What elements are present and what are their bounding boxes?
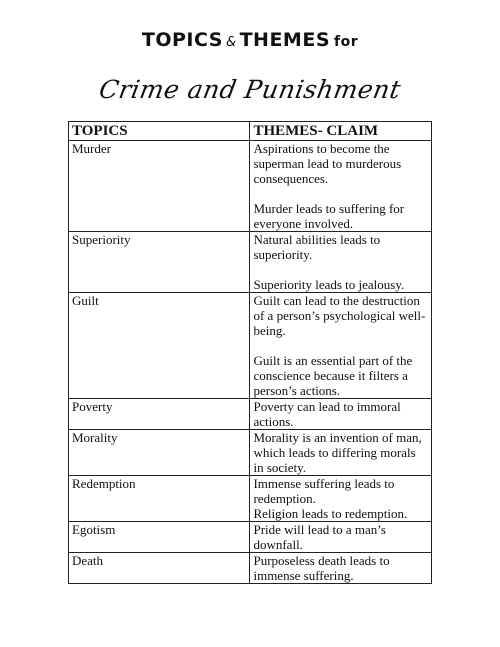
topics-themes-table [68,121,432,584]
topic-cell: Superiority [69,232,250,293]
theme-claim: Religion leads to redemption. [253,506,408,521]
title-ampersand: & [225,35,237,50]
column-header-themes-claim: THEMES- CLAIM [250,122,432,141]
title-topics: TOPICS [141,29,223,51]
table-row [69,141,432,232]
theme-claim: Superiority leads to jealousy. [253,277,405,292]
theme-claim: Pride will lead to a man’s downfall. [253,522,386,552]
theme-claim-cell [250,553,432,584]
table-row [69,293,432,399]
theme-claim-cell [250,522,432,553]
theme-claim: Poverty can lead to immoral actions. [253,399,401,429]
theme-claim: Purposeless death leads to immense suffering. [253,553,390,583]
topic-cell: Egotism [69,522,250,553]
table-row [69,232,432,293]
theme-claim-cell [250,141,432,232]
theme-claim: Natural abilities leads to superiority. [253,232,381,262]
header [0,28,500,104]
theme-claim-cell [250,430,432,476]
table-row [69,522,432,553]
theme-claim: Immense suffering leads to redemption. [253,476,395,506]
theme-claim: Aspirations to become the superman lead to murderous consequences. [253,141,402,186]
table-header-row [69,122,432,141]
topic-cell: Poverty [69,399,250,430]
column-header-topics: TOPICS [69,122,250,141]
topic-cell: Guilt [69,293,250,399]
topic-cell: Morality [69,430,250,476]
page-title [0,28,500,55]
table-row [69,553,432,584]
table-row [69,399,432,430]
table-row [69,430,432,476]
theme-claim: Morality is an invention of man, which leads to differing morals in society. [253,430,422,475]
theme-claim: Guilt is an essential part of the conscience because it filters a person’s actions. [253,353,413,398]
theme-claim-cell [250,476,432,522]
theme-claim-cell [250,232,432,293]
topic-cell: Death [69,553,250,584]
table-body [69,141,432,584]
title-themes: THEMES [239,29,331,51]
table-row [69,476,432,522]
theme-claim-cell [250,293,432,399]
theme-claim-cell [250,399,432,430]
topic-cell: Redemption [69,476,250,522]
topic-cell: Murder [69,141,250,232]
theme-claim: Guilt can lead to the destruction of a person’s psychological well-being. [253,293,426,338]
book-title: Crime and Punishment [96,75,404,104]
theme-claim: Murder leads to suffering for everyone involved. [253,201,405,231]
title-for: for [334,34,359,50]
